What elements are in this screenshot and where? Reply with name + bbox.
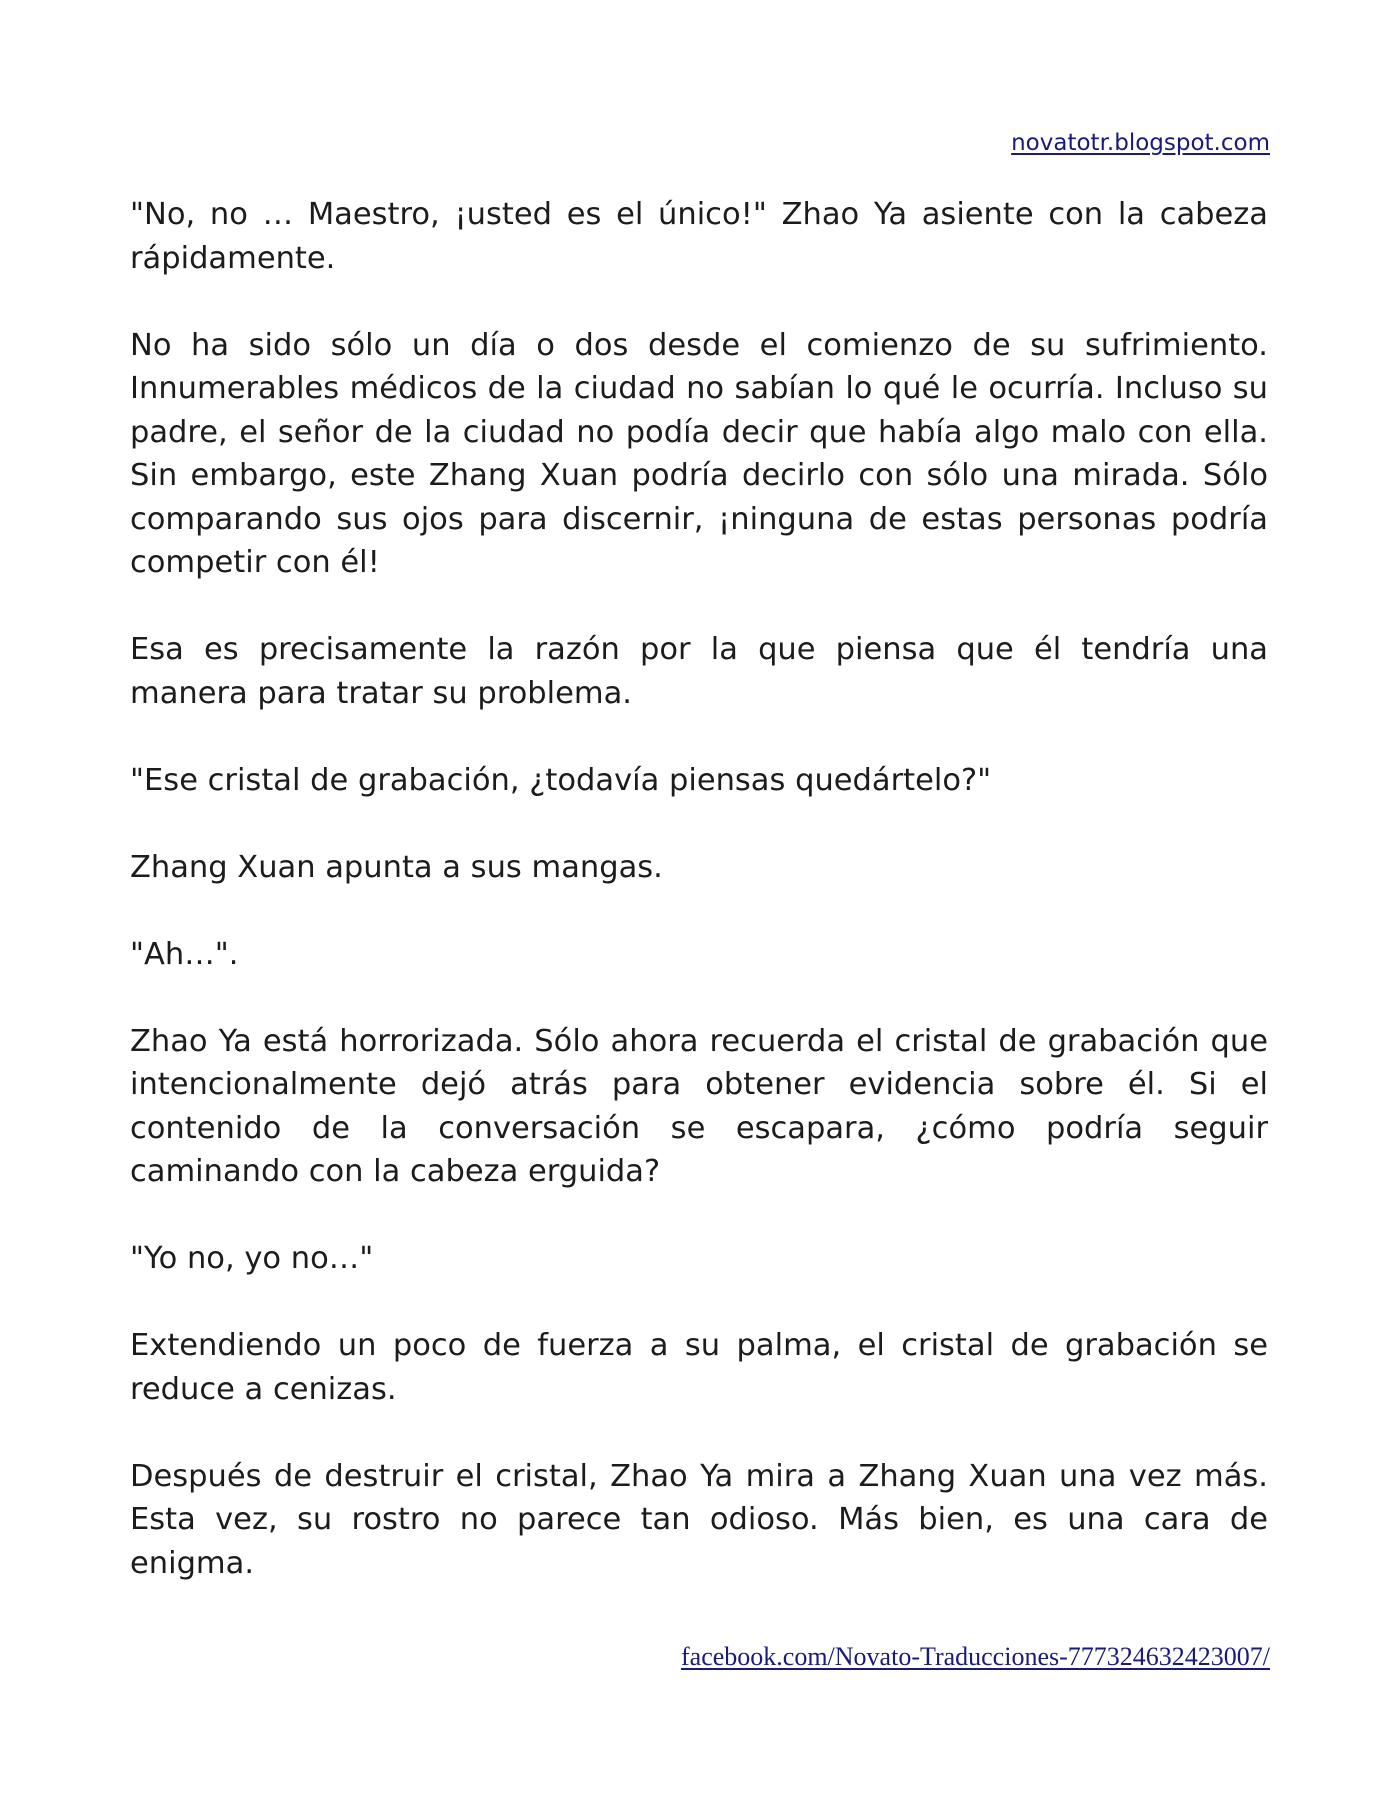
paragraph-4: "Ese cristal de grabación, ¿todavía piensas quedártelo?"	[130, 762, 992, 798]
paragraph-9: Extendiendo un poco de fuerza a su palma, el cristal de grabación se reduce a cenizas.	[130, 1328, 1268, 1407]
paragraph-7: Zhao Ya está horrorizada. Sólo ahora recuerda el cristal de grabación que intencionalmente dejó atrás para obtener evidencia sobre él. Si el contenido de la conversación se escapara, ¿cómo podría seguir caminando con la cabeza erguida?	[130, 1023, 1268, 1189]
paragraph-10: Después de destruir el cristal, Zhao Ya mira a Zhang Xuan una vez más. Esta vez, su rostro no parece tan odioso. Más bien, es una cara de enigma.	[130, 1458, 1268, 1581]
paragraph-6: "Ah…".	[130, 936, 239, 972]
paragraph-2: No ha sido sólo un día o dos desde el comienzo de su sufrimiento. Innumerables médicos de la ciudad no sabían lo qué le ocurría. Incluso su padre, el señor de la ciudad no podía decir que había algo malo con ella. Sin embargo, este Zhang Xuan podría decirlo con sólo una mirada. Sólo comparando sus ojos para discernir, ¡ninguna de estas personas podría competir con él!	[130, 327, 1268, 580]
paragraph-5: Zhang Xuan apunta a sus mangas.	[130, 849, 663, 885]
paragraph-3: Esa es precisamente la razón por la que piensa que él tendría una manera para tratar su problema.	[130, 632, 1268, 711]
blog-link[interactable]: novatotr.blogspot.com	[1011, 130, 1270, 156]
document-body	[130, 193, 1268, 1629]
paragraph-8: "Yo no, yo no…"	[130, 1241, 374, 1276]
facebook-link[interactable]: facebook.com/Novato-Traducciones-777324632423007/	[681, 1642, 1270, 1671]
paragraph-1: "No, no … Maestro, ¡usted es el único!" Zhao Ya asiente con la cabeza rápidamente.	[130, 197, 1268, 276]
